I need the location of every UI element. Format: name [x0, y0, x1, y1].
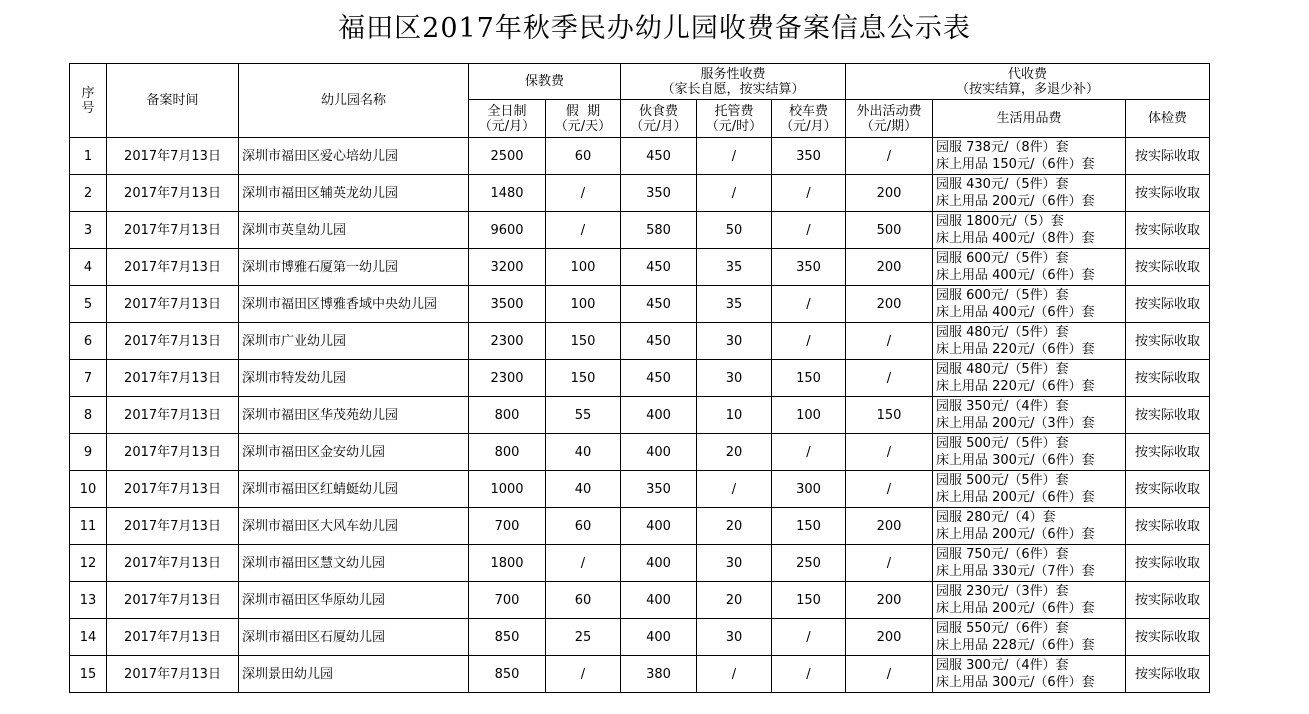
bus-cell: /: [772, 619, 846, 656]
header-bus: 校车费 （元/月）: [772, 100, 846, 138]
table-row: [70, 434, 1210, 471]
header-name: 幼儿园名称: [239, 64, 469, 138]
exam-cell: 按实际收取: [1126, 286, 1210, 323]
uniform-fee: 园服 430元/（5件）套: [936, 177, 1069, 192]
outing-cell: 200: [846, 508, 933, 545]
meal-cell: 400: [621, 582, 697, 619]
care-cell: /: [697, 656, 772, 693]
care-cell: 20: [697, 508, 772, 545]
date-cell: 2017年7月13日: [107, 619, 239, 656]
bedding-fee: 床上用品 200元/（6件）套: [936, 601, 1095, 616]
date-cell: 2017年7月13日: [107, 286, 239, 323]
seq-cell: 14: [70, 619, 107, 656]
seq-cell: 8: [70, 397, 107, 434]
daily-goods-cell: [933, 434, 1126, 471]
table-row: [70, 175, 1210, 212]
outing-cell: /: [846, 360, 933, 397]
meal-cell: 450: [621, 323, 697, 360]
table-row: [70, 212, 1210, 249]
seq-cell: 15: [70, 656, 107, 693]
care-cell: 35: [697, 249, 772, 286]
seq-cell: 3: [70, 212, 107, 249]
exam-cell: 按实际收取: [1126, 508, 1210, 545]
header-exam: 体检费: [1126, 100, 1210, 138]
exam-cell: 按实际收取: [1126, 397, 1210, 434]
meal-cell: 450: [621, 360, 697, 397]
holiday-cell: 40: [546, 434, 621, 471]
header-daily: 生活用品费: [933, 100, 1126, 138]
seq-cell: 9: [70, 434, 107, 471]
table-row: [70, 619, 1210, 656]
care-cell: 10: [697, 397, 772, 434]
name-cell: 深圳市福田区华茂苑幼儿园: [239, 397, 469, 434]
bedding-fee: 床上用品 220元/（6件）套: [936, 342, 1095, 357]
exam-cell: 按实际收取: [1126, 249, 1210, 286]
header-full-day: 全日制 （元/月）: [469, 100, 546, 138]
uniform-fee: 园服 480元/（5件）套: [936, 325, 1069, 340]
full-day-cell: 9600: [469, 212, 546, 249]
outing-cell: 200: [846, 249, 933, 286]
bus-cell: 250: [772, 545, 846, 582]
bus-cell: 150: [772, 582, 846, 619]
bedding-fee: 床上用品 200元/（3件）套: [936, 416, 1095, 431]
uniform-fee: 园服 550元/（6件）套: [936, 621, 1069, 636]
seq-cell: 5: [70, 286, 107, 323]
bus-cell: 350: [772, 249, 846, 286]
bus-cell: 150: [772, 508, 846, 545]
name-cell: 深圳市博雅石厦第一幼儿园: [239, 249, 469, 286]
daily-goods-cell: [933, 619, 1126, 656]
uniform-fee: 园服 280元/（4）套: [936, 510, 1056, 525]
exam-cell: 按实际收取: [1126, 471, 1210, 508]
name-cell: 深圳市福田区辅英龙幼儿园: [239, 175, 469, 212]
care-cell: 30: [697, 360, 772, 397]
page-title: 福田区2017年秋季民办幼儿园收费备案信息公示表: [338, 13, 971, 44]
name-cell: 深圳市福田区石厦幼儿园: [239, 619, 469, 656]
daily-goods-cell: [933, 471, 1126, 508]
outing-cell: 150: [846, 397, 933, 434]
outing-cell: /: [846, 138, 933, 175]
bus-cell: 100: [772, 397, 846, 434]
header-date: 备案时间: [107, 64, 239, 138]
date-cell: 2017年7月13日: [107, 397, 239, 434]
name-cell: 深圳景田幼儿园: [239, 656, 469, 693]
daily-goods-cell: [933, 545, 1126, 582]
bus-cell: /: [772, 323, 846, 360]
outing-cell: /: [846, 323, 933, 360]
name-cell: 深圳市特发幼儿园: [239, 360, 469, 397]
table-row: [70, 138, 1210, 175]
name-cell: 深圳市福田区爱心培幼儿园: [239, 138, 469, 175]
header-care: 托管费 （元/时）: [697, 100, 772, 138]
holiday-cell: 60: [546, 582, 621, 619]
daily-goods-cell: [933, 508, 1126, 545]
uniform-fee: 园服 1800元/（5）套: [936, 214, 1064, 229]
name-cell: 深圳市英皇幼儿园: [239, 212, 469, 249]
holiday-cell: 40: [546, 471, 621, 508]
header-holiday: 假 期 （元/天）: [546, 100, 621, 138]
bedding-fee: 床上用品 330元/（7件）套: [936, 564, 1095, 579]
date-cell: 2017年7月13日: [107, 471, 239, 508]
date-cell: 2017年7月13日: [107, 138, 239, 175]
date-cell: 2017年7月13日: [107, 175, 239, 212]
meal-cell: 350: [621, 471, 697, 508]
care-cell: 50: [697, 212, 772, 249]
holiday-cell: /: [546, 212, 621, 249]
date-cell: 2017年7月13日: [107, 323, 239, 360]
bedding-fee: 床上用品 400元/（6件）套: [936, 305, 1095, 320]
bedding-fee: 床上用品 200元/（6件）套: [936, 527, 1095, 542]
uniform-fee: 园服 738元/（8件）套: [936, 140, 1069, 155]
daily-goods-cell: [933, 582, 1126, 619]
care-cell: 35: [697, 286, 772, 323]
meal-cell: 400: [621, 397, 697, 434]
bedding-fee: 床上用品 300元/（6件）套: [936, 453, 1095, 468]
name-cell: 深圳市福田区慧文幼儿园: [239, 545, 469, 582]
bedding-fee: 床上用品 400元/（6件）套: [936, 268, 1095, 283]
header-seq: 序号: [70, 64, 107, 138]
exam-cell: 按实际收取: [1126, 360, 1210, 397]
fee-table: [69, 63, 1210, 693]
bedding-fee: 床上用品 400元/（8件）套: [936, 231, 1095, 246]
full-day-cell: 800: [469, 397, 546, 434]
daily-goods-cell: [933, 175, 1126, 212]
seq-cell: 10: [70, 471, 107, 508]
exam-cell: 按实际收取: [1126, 619, 1210, 656]
holiday-cell: /: [546, 545, 621, 582]
meal-cell: 400: [621, 434, 697, 471]
full-day-cell: 850: [469, 656, 546, 693]
bedding-fee: 床上用品 228元/（6件）套: [936, 638, 1095, 653]
exam-cell: 按实际收取: [1126, 175, 1210, 212]
table-row: [70, 508, 1210, 545]
uniform-fee: 园服 600元/（5件）套: [936, 251, 1069, 266]
table-row: [70, 397, 1210, 434]
daily-goods-cell: [933, 249, 1126, 286]
uniform-fee: 园服 230元/（3件）套: [936, 584, 1069, 599]
daily-goods-cell: [933, 323, 1126, 360]
exam-cell: 按实际收取: [1126, 212, 1210, 249]
meal-cell: 350: [621, 175, 697, 212]
full-day-cell: 1000: [469, 471, 546, 508]
uniform-fee: 园服 500元/（5件）套: [936, 473, 1069, 488]
seq-cell: 12: [70, 545, 107, 582]
uniform-fee: 园服 500元/（5件）套: [936, 436, 1069, 451]
meal-cell: 450: [621, 138, 697, 175]
full-day-cell: 850: [469, 619, 546, 656]
outing-cell: 200: [846, 582, 933, 619]
bedding-fee: 床上用品 150元/（6件）套: [936, 157, 1095, 172]
exam-cell: 按实际收取: [1126, 138, 1210, 175]
full-day-cell: 3200: [469, 249, 546, 286]
outing-cell: /: [846, 545, 933, 582]
header-service: 服务性收费 （家长自愿，按实结算）: [621, 64, 846, 100]
table-row: [70, 360, 1210, 397]
table-row: [70, 656, 1210, 693]
seq-cell: 11: [70, 508, 107, 545]
care-cell: 30: [697, 619, 772, 656]
uniform-fee: 园服 480元/（5件）套: [936, 362, 1069, 377]
full-day-cell: 2300: [469, 323, 546, 360]
full-day-cell: 1800: [469, 545, 546, 582]
outing-cell: 200: [846, 286, 933, 323]
date-cell: 2017年7月13日: [107, 508, 239, 545]
care-cell: 20: [697, 582, 772, 619]
full-day-cell: 2300: [469, 360, 546, 397]
table-row: [70, 582, 1210, 619]
bus-cell: /: [772, 175, 846, 212]
meal-cell: 380: [621, 656, 697, 693]
outing-cell: 500: [846, 212, 933, 249]
exam-cell: 按实际收取: [1126, 545, 1210, 582]
holiday-cell: 150: [546, 360, 621, 397]
seq-cell: 1: [70, 138, 107, 175]
header-agent: 代收费 （按实结算，多退少补）: [846, 64, 1210, 100]
full-day-cell: 2500: [469, 138, 546, 175]
name-cell: 深圳市广业幼儿园: [239, 323, 469, 360]
date-cell: 2017年7月13日: [107, 360, 239, 397]
bus-cell: /: [772, 286, 846, 323]
care-cell: 20: [697, 434, 772, 471]
holiday-cell: /: [546, 656, 621, 693]
bedding-fee: 床上用品 220元/（6件）套: [936, 379, 1095, 394]
date-cell: 2017年7月13日: [107, 249, 239, 286]
daily-goods-cell: [933, 656, 1126, 693]
table-row: [70, 286, 1210, 323]
outing-cell: 200: [846, 619, 933, 656]
name-cell: 深圳市福田区大风车幼儿园: [239, 508, 469, 545]
bus-cell: /: [772, 212, 846, 249]
bus-cell: /: [772, 434, 846, 471]
outing-cell: /: [846, 434, 933, 471]
meal-cell: 400: [621, 508, 697, 545]
bus-cell: 300: [772, 471, 846, 508]
date-cell: 2017年7月13日: [107, 656, 239, 693]
meal-cell: 400: [621, 545, 697, 582]
daily-goods-cell: [933, 138, 1126, 175]
uniform-fee: 园服 600元/（5件）套: [936, 288, 1069, 303]
exam-cell: 按实际收取: [1126, 582, 1210, 619]
care-cell: /: [697, 175, 772, 212]
holiday-cell: 60: [546, 138, 621, 175]
full-day-cell: 800: [469, 434, 546, 471]
holiday-cell: 55: [546, 397, 621, 434]
name-cell: 深圳市福田区华原幼儿园: [239, 582, 469, 619]
table-row: [70, 545, 1210, 582]
seq-cell: 13: [70, 582, 107, 619]
header-meal: 伙食费 （元/月）: [621, 100, 697, 138]
meal-cell: 400: [621, 619, 697, 656]
meal-cell: 580: [621, 212, 697, 249]
seq-cell: 2: [70, 175, 107, 212]
daily-goods-cell: [933, 286, 1126, 323]
bedding-fee: 床上用品 300元/（6件）套: [936, 675, 1095, 690]
full-day-cell: 700: [469, 508, 546, 545]
meal-cell: 450: [621, 249, 697, 286]
date-cell: 2017年7月13日: [107, 434, 239, 471]
exam-cell: 按实际收取: [1126, 656, 1210, 693]
daily-goods-cell: [933, 212, 1126, 249]
name-cell: 深圳市福田区红蜻蜓幼儿园: [239, 471, 469, 508]
uniform-fee: 园服 350元/（4件）套: [936, 399, 1069, 414]
full-day-cell: 1480: [469, 175, 546, 212]
table-row: [70, 249, 1210, 286]
care-cell: /: [697, 471, 772, 508]
name-cell: 深圳市福田区博雅香域中央幼儿园: [239, 286, 469, 323]
uniform-fee: 园服 750元/（6件）套: [936, 547, 1069, 562]
bus-cell: 350: [772, 138, 846, 175]
full-day-cell: 700: [469, 582, 546, 619]
bus-cell: 150: [772, 360, 846, 397]
daily-goods-cell: [933, 360, 1126, 397]
care-cell: 30: [697, 545, 772, 582]
uniform-fee: 园服 300元/（4件）套: [936, 658, 1069, 673]
date-cell: 2017年7月13日: [107, 545, 239, 582]
holiday-cell: /: [546, 175, 621, 212]
holiday-cell: 100: [546, 286, 621, 323]
holiday-cell: 100: [546, 249, 621, 286]
meal-cell: 450: [621, 286, 697, 323]
outing-cell: /: [846, 471, 933, 508]
bedding-fee: 床上用品 200元/（6件）套: [936, 194, 1095, 209]
full-day-cell: 3500: [469, 286, 546, 323]
bus-cell: /: [772, 656, 846, 693]
daily-goods-cell: [933, 397, 1126, 434]
exam-cell: 按实际收取: [1126, 323, 1210, 360]
seq-cell: 4: [70, 249, 107, 286]
date-cell: 2017年7月13日: [107, 582, 239, 619]
table-row: [70, 323, 1210, 360]
outing-cell: /: [846, 656, 933, 693]
holiday-cell: 60: [546, 508, 621, 545]
seq-cell: 6: [70, 323, 107, 360]
header-tuition: 保教费: [469, 64, 621, 100]
holiday-cell: 25: [546, 619, 621, 656]
bedding-fee: 床上用品 200元/（6件）套: [936, 490, 1095, 505]
care-cell: 30: [697, 323, 772, 360]
table-row: [70, 471, 1210, 508]
holiday-cell: 150: [546, 323, 621, 360]
name-cell: 深圳市福田区金安幼儿园: [239, 434, 469, 471]
exam-cell: 按实际收取: [1126, 434, 1210, 471]
date-cell: 2017年7月13日: [107, 212, 239, 249]
seq-cell: 7: [70, 360, 107, 397]
outing-cell: 200: [846, 175, 933, 212]
header-outing: 外出活动费 （元/期）: [846, 100, 933, 138]
care-cell: /: [697, 138, 772, 175]
